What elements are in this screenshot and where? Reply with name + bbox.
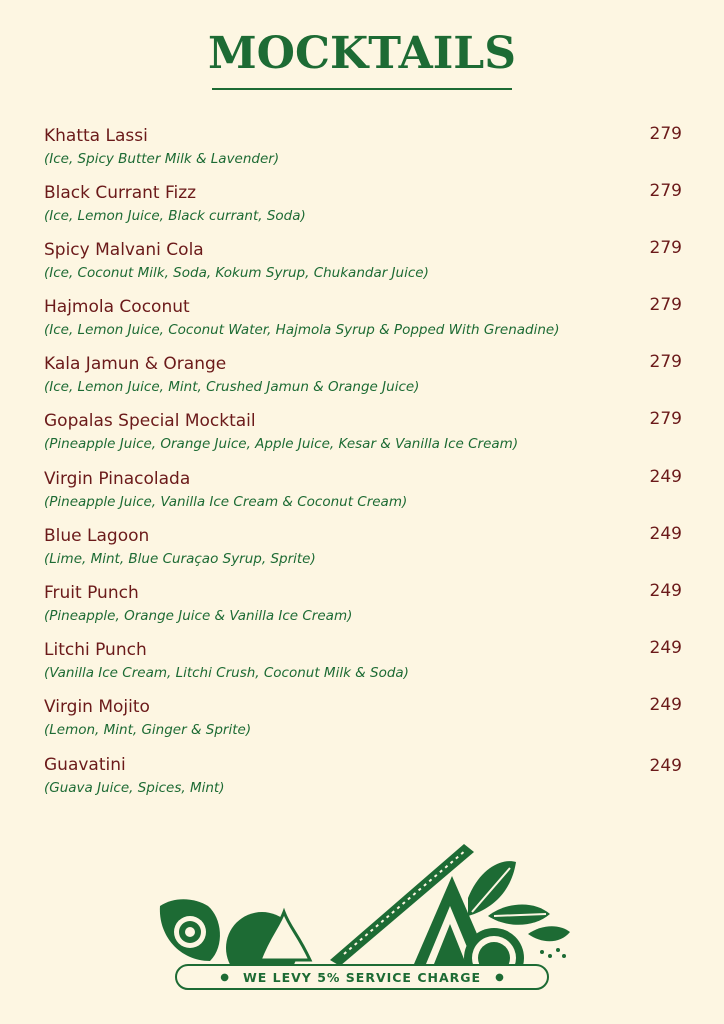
item-description: (Lime, Mint, Blue Curaçao Syrup, Sprite) bbox=[44, 551, 316, 567]
menu-item bbox=[44, 526, 684, 576]
item-description: (Ice, Coconut Milk, Soda, Kokum Syrup, Chukandar Juice) bbox=[44, 265, 429, 281]
item-price: 249 bbox=[649, 524, 682, 544]
menu-item bbox=[44, 354, 684, 404]
item-name: Litchi Punch bbox=[44, 640, 147, 660]
bullet-dot-icon: ● bbox=[495, 971, 504, 983]
menu-item bbox=[44, 755, 684, 805]
item-description: (Guava Juice, Spices, Mint) bbox=[44, 780, 225, 796]
menu-item bbox=[44, 411, 684, 461]
menu-item bbox=[44, 583, 684, 633]
item-price: 279 bbox=[649, 181, 682, 201]
item-description: (Ice, Lemon Juice, Black currant, Soda) bbox=[44, 208, 306, 224]
item-name: Virgin Mojito bbox=[44, 697, 150, 717]
menu-item bbox=[44, 697, 684, 747]
item-description: (Ice, Lemon Juice, Coconut Water, Hajmola Syrup & Popped With Grenadine) bbox=[44, 322, 560, 338]
item-price: 249 bbox=[649, 756, 682, 776]
item-name: Gopalas Special Mocktail bbox=[44, 411, 256, 431]
item-price: 279 bbox=[649, 295, 682, 315]
item-name: Guavatini bbox=[44, 755, 126, 775]
title-underline bbox=[212, 88, 512, 90]
service-charge-badge bbox=[175, 964, 549, 990]
menu-item bbox=[44, 640, 684, 690]
item-price: 279 bbox=[649, 238, 682, 258]
item-description: (Pineapple, Orange Juice & Vanilla Ice Cream) bbox=[44, 608, 353, 624]
item-description: (Ice, Spicy Butter Milk & Lavender) bbox=[44, 151, 280, 167]
item-description: (Lemon, Mint, Ginger & Sprite) bbox=[44, 722, 252, 738]
item-price: 249 bbox=[649, 467, 682, 487]
item-name: Blue Lagoon bbox=[44, 526, 150, 546]
item-name: Fruit Punch bbox=[44, 583, 139, 603]
item-name: Black Currant Fizz bbox=[44, 183, 197, 203]
menu-item bbox=[44, 126, 684, 176]
item-name: Khatta Lassi bbox=[44, 126, 148, 146]
item-name: Spicy Malvani Cola bbox=[44, 240, 204, 260]
item-description: (Ice, Lemon Juice, Mint, Crushed Jamun & Orange Juice) bbox=[44, 379, 420, 395]
menu-item bbox=[44, 183, 684, 233]
menu-item bbox=[44, 240, 684, 290]
page-title: MOCKTAILS bbox=[207, 28, 517, 79]
item-price: 249 bbox=[649, 638, 682, 658]
service-charge-text: WE LEVY 5% SERVICE CHARGE bbox=[242, 969, 482, 985]
item-description: (Vanilla Ice Cream, Litchi Crush, Coconut Milk & Soda) bbox=[44, 665, 409, 681]
item-price: 279 bbox=[649, 124, 682, 144]
item-description: (Pineapple Juice, Vanilla Ice Cream & Coconut Cream) bbox=[44, 494, 408, 510]
item-price: 279 bbox=[649, 409, 682, 429]
item-name: Hajmola Coconut bbox=[44, 297, 190, 317]
item-name: Virgin Pinacolada bbox=[44, 469, 191, 489]
item-price: 249 bbox=[649, 581, 682, 601]
fruit-and-muddler-illustration-icon bbox=[150, 836, 574, 966]
item-price: 279 bbox=[649, 352, 682, 372]
menu-item bbox=[44, 297, 684, 347]
item-name: Kala Jamun & Orange bbox=[44, 354, 227, 374]
item-description: (Pineapple Juice, Orange Juice, Apple Juice, Kesar & Vanilla Ice Cream) bbox=[44, 436, 519, 452]
menu-item bbox=[44, 469, 684, 519]
bullet-dot-icon: ● bbox=[220, 971, 229, 983]
item-price: 249 bbox=[649, 695, 682, 715]
